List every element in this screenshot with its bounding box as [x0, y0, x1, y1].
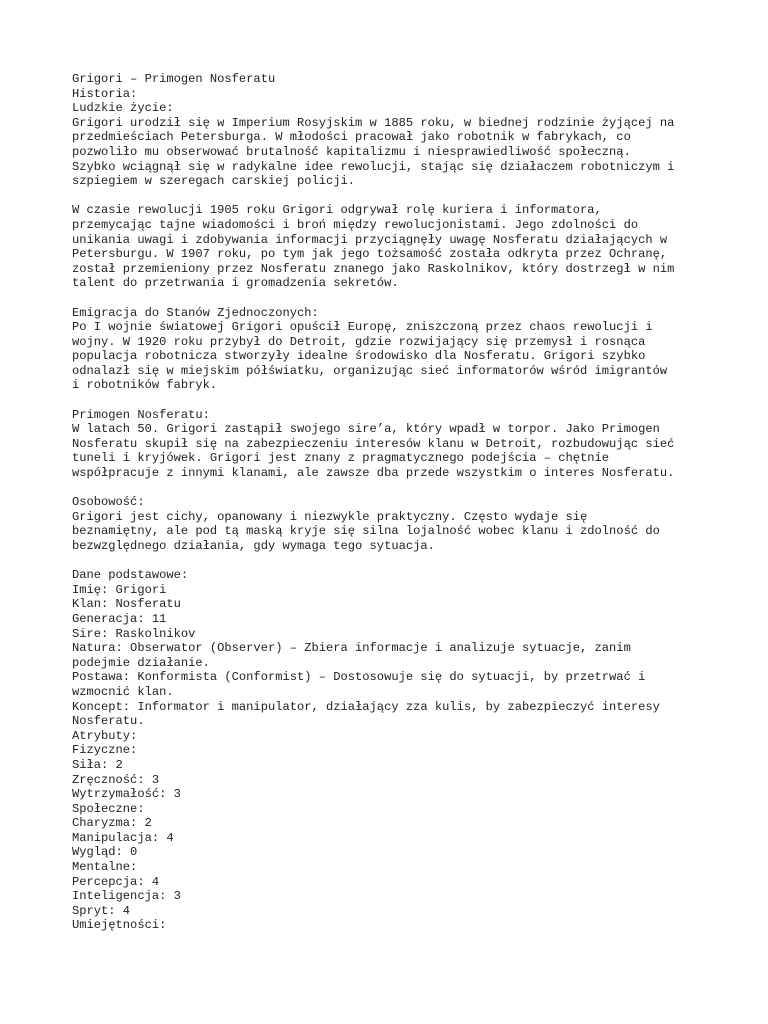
document-title: Grigori – Primogen Nosferatu: [72, 72, 276, 86]
document-page: [72, 72, 712, 933]
field-natura-cont: podejmie działanie.: [72, 655, 210, 670]
paragraph-line: tuneli i kryjówek. Grigori jest znany z pragmatycznego podejścia – chętnie: [72, 451, 610, 466]
subsection-heading-osobowosc: Osobowość:: [72, 495, 145, 510]
paragraph-line: W czasie rewolucji 1905 roku Grigori odgrywał rolę kuriera i informatora,: [72, 203, 602, 218]
section-heading-umiejetnosci: Umiejętności:: [72, 918, 167, 933]
paragraph-line: został przemieniony przez Nosferatu znanego jako Raskolnikov, który dostrzegł w nim: [72, 261, 675, 276]
attribute-wytrzymalosc: Wytrzymałość: 3: [72, 787, 181, 802]
field-klan: Klan: Nosferatu: [72, 597, 181, 612]
paragraph-line: odnalazł się w miejskim półświatku, organizując sieć informatorów wśród imigrantów: [72, 363, 668, 378]
field-sire: Sire: Raskolnikov: [72, 626, 196, 641]
paragraph-line: populacja robotnicza stworzyły idealne środowisko dla Nosferatu. Grigori szybko: [72, 349, 646, 364]
subsection-heading-emigracja: Emigracja do Stanów Zjednoczonych:: [72, 305, 319, 320]
section-heading-historia: Historia:: [72, 86, 138, 101]
paragraph-line: Grigori jest cichy, opanowany i niezwykle praktyczny. Często wydaje się: [72, 509, 588, 524]
paragraph-line: pozwoliło mu obserwować brutalność kapitalizmu i niesprawiedliwość społeczną.: [72, 144, 631, 159]
paragraph-line: bezwzględnego działania, gdy wymaga tego sytuacja.: [72, 539, 435, 553]
attribute-charyzma: Charyzma: 2: [72, 816, 152, 831]
section-heading-atrybuty: Atrybuty:: [72, 728, 138, 743]
paragraph-line: szpiegiem w szeregach carskiej policji.: [72, 174, 356, 189]
field-postawa-cont: wzmocnić klan.: [72, 684, 174, 699]
paragraph-line: Grigori urodził się w Imperium Rosyjskim w 1885 roku, w biednej rodzinie żyjącej na: [72, 115, 675, 130]
paragraph-line: Nosferatu skupił się na zabezpieczeniu interesów klanu w Detroit, rozbudowując sieć: [72, 436, 675, 451]
attribute-sila: Siła: 2: [72, 757, 123, 772]
field-koncept-cont: Nosferatu.: [72, 714, 145, 729]
paragraph-line: współpracuje z innymi klanami, ale zawsze dba przede wszystkim o interes Nosferatu.: [72, 466, 675, 481]
field-imie: Imię: Grigori: [72, 582, 167, 597]
paragraph-line: W latach 50. Grigori zastąpił swojego sire’a, który wpadł w torpor. Jako Primogen: [72, 422, 660, 437]
blank-line: [72, 393, 712, 408]
attribute-manipulacja: Manipulacja: 4: [72, 830, 174, 845]
blank-line: [72, 554, 712, 569]
attribute-zrecznosc: Zręczność: 3: [72, 772, 160, 787]
paragraph-line: i robotników fabryk.: [72, 378, 218, 393]
attribute-inteligencja: Inteligencja: 3: [72, 889, 181, 904]
attribute-spryt: Spryt: 4: [72, 903, 131, 918]
paragraph-line: przedmieściach Petersburga. W młodości pracował jako robotnik w fabrykach, co: [72, 130, 631, 145]
paragraph-line: Szybko wciągnął się w radykalne idee rewolucji, stając się działaczem robotniczym i: [72, 159, 675, 174]
subsection-heading-ludzkie-zycie: Ludzkie życie:: [72, 101, 174, 116]
paragraph-line: Po I wojnie światowej Grigori opuścił Europę, zniszczoną przez chaos rewolucji i: [72, 320, 653, 335]
subsection-heading-primogen: Primogen Nosferatu:: [72, 407, 210, 422]
field-generacja: Generacja: 11: [72, 611, 167, 626]
subsection-heading-mentalne: Mentalne:: [72, 860, 138, 875]
field-koncept: Koncept: Informator i manipulator, działający zza kulis, by zabezpieczyć interesy: [72, 699, 660, 714]
blank-line: [72, 189, 712, 204]
attribute-wyglad: Wygląd: 0: [72, 845, 138, 860]
field-natura: Natura: Obserwator (Observer) – Zbiera informacje i analizuje sytuacje, zanim: [72, 641, 631, 656]
blank-line: [72, 481, 712, 496]
paragraph-line: beznamiętny, ale pod tą maską kryje się silna lojalność wobec klanu i zdolność do: [72, 524, 660, 539]
paragraph-line: Petersburgu. W 1907 roku, po tym jak jego tożsamość została odkryta przez Ochranę,: [72, 247, 668, 262]
section-heading-dane-podstawowe: Dane podstawowe:: [72, 568, 189, 583]
subsection-heading-spoleczne: Społeczne:: [72, 801, 145, 816]
attribute-percepcja: Percepcja: 4: [72, 874, 160, 889]
field-postawa: Postawa: Konformista (Conformist) – Dostosowuje się do sytuacji, by przetrwać i: [72, 670, 646, 685]
paragraph-line: unikania uwagi i zdobywania informacji przyciągnęły uwagę Nosferatu działających w: [72, 232, 668, 247]
paragraph-line: przemycając tajne wiadomości i broń między rewolucjonistami. Jego zdolności do: [72, 217, 639, 232]
subsection-heading-fizyczne: Fizyczne:: [72, 743, 138, 758]
blank-line: [72, 291, 712, 306]
paragraph-line: talent do przetrwania i gromadzenia sekretów.: [72, 276, 399, 291]
paragraph-line: wojny. W 1920 roku przybył do Detroit, gdzie rozwijający się przemysł i rosnąca: [72, 334, 646, 349]
